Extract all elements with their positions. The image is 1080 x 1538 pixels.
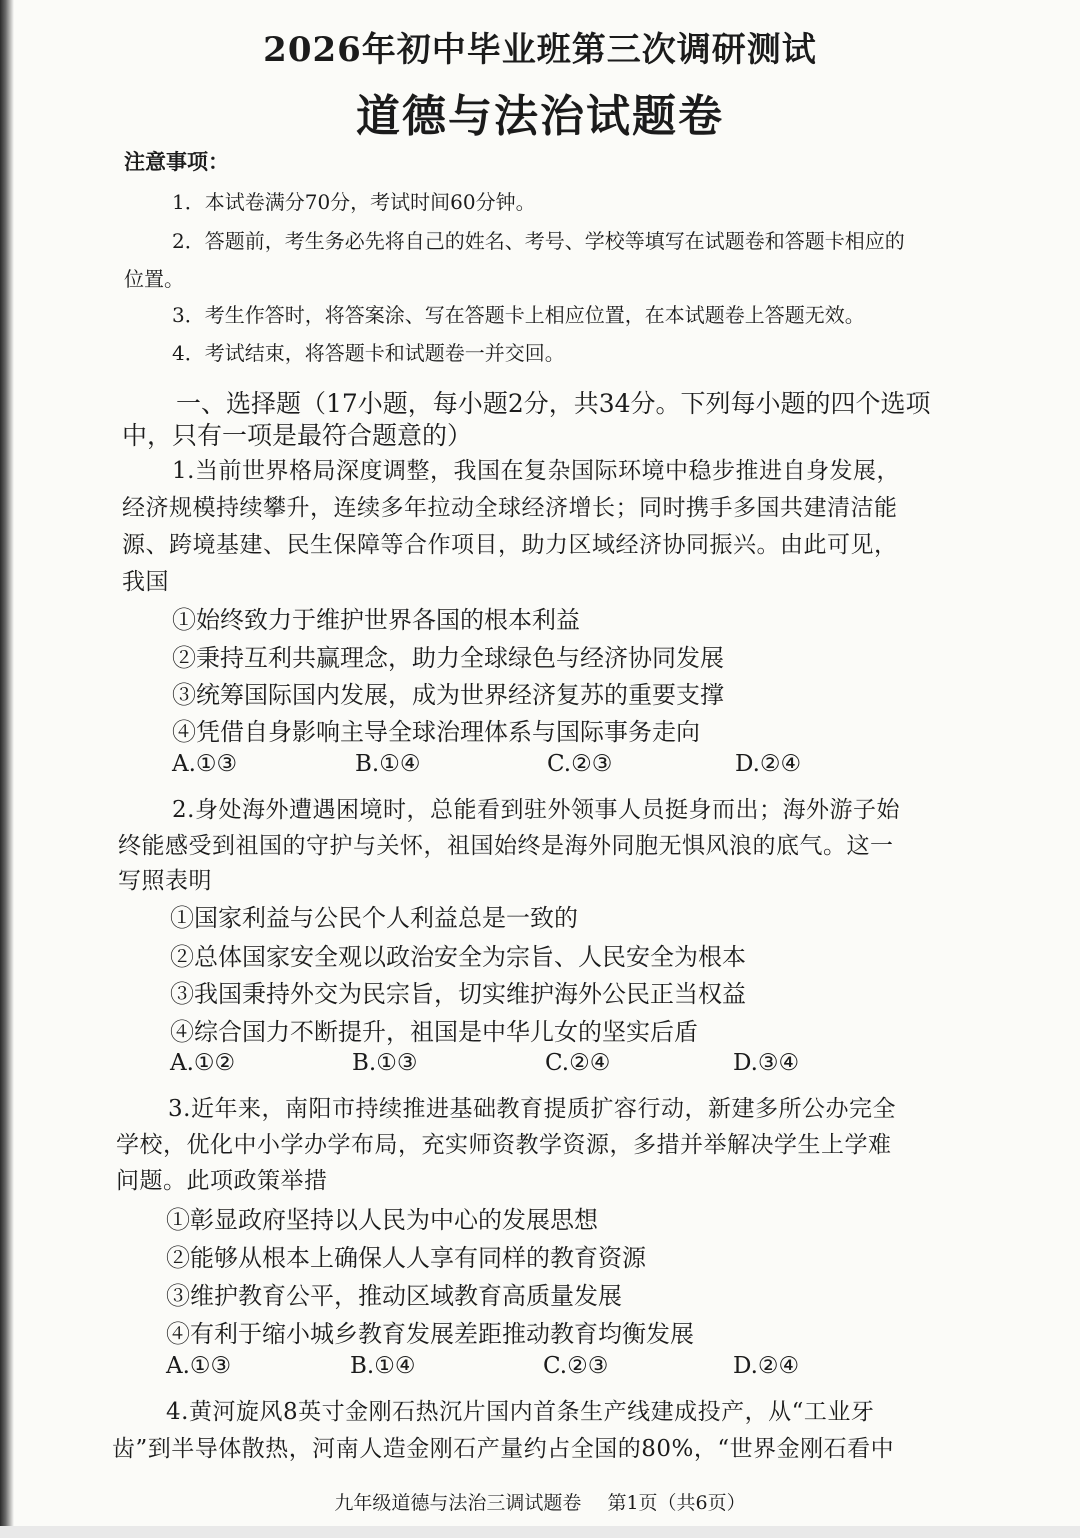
question-2-choice-a[interactable]: A.①② (170, 1050, 236, 1076)
question-3-choice-d[interactable]: D.②④ (733, 1353, 800, 1379)
question-1-choice-c[interactable]: C.②③ (547, 751, 613, 777)
question-2-choice-b[interactable]: B.①③ (352, 1050, 418, 1076)
question-3-stem: 问题。此项政策举措 (116, 1168, 328, 1194)
question-1-stem: 我国 (122, 569, 169, 595)
question-3-choice-b[interactable]: B.①④ (350, 1353, 416, 1379)
question-1-stem: 1.当前世界格局深度调整，我国在复杂国际环境中稳步推进自身发展， (172, 458, 900, 484)
question-1-choice-d[interactable]: D.②④ (735, 751, 802, 777)
question-2-statement: ④综合国力不断提升，祖国是中华儿女的坚实后盾 (170, 1018, 698, 1046)
question-1-statement: ③统筹国际国内发展，成为世界经济复苏的重要支撑 (172, 681, 724, 709)
section-heading: 一、选择题（17小题，每小题2分，共34分。下列每小题的四个选项 (176, 389, 931, 418)
question-3-stem: 学校，优化中小学办学布局，充实师资教学资源，多措并举解决学生上学难 (116, 1132, 892, 1158)
question-3-choice-a[interactable]: A.①③ (166, 1353, 232, 1379)
note-line: 3．考生作答时，将答案涂、写在答题卡上相应位置，在本试题卷上答题无效。 (172, 303, 865, 327)
question-4-stem: 齿”到半导体散热，河南人造金刚石产量约占全国的80%，“世界金刚石看中 (112, 1436, 895, 1462)
notes-heading: 注意事项： (124, 149, 229, 174)
question-3-statement: ④有利于缩小城乡教育发展差距推动教育均衡发展 (166, 1320, 694, 1348)
question-3-choice-c[interactable]: C.②③ (543, 1353, 609, 1379)
question-1-statement: ②秉持互利共赢理念，助力全球绿色与经济协同发展 (172, 644, 724, 672)
question-2-choice-d[interactable]: D.③④ (733, 1050, 800, 1076)
question-2-stem: 写照表明 (118, 868, 212, 894)
page-footer (0, 1488, 1080, 1515)
question-3-stem: 3.近年来，南阳市持续推进基础教育提质扩容行动，新建多所公办完全 (168, 1096, 896, 1122)
question-2-choice-c[interactable]: C.②④ (545, 1050, 611, 1076)
question-4-stem: 4.黄河旋风8英寸金刚石热沉片国内首条生产线建成投产，从“工业牙 (166, 1399, 875, 1425)
question-1-choice-b[interactable]: B.①④ (355, 751, 421, 777)
exam-subject-title: 道德与法治试题卷 (356, 91, 724, 142)
question-2-statement: ③我国秉持外交为民宗旨，切实维护海外公民正当权益 (170, 980, 746, 1008)
question-1-choice-a[interactable]: A.①③ (172, 751, 238, 777)
note-line: 2．答题前，考生务必先将自己的姓名、考号、学校等填写在试题卷和答题卡相应的 (172, 229, 905, 253)
question-2-stem: 2.身处海外遭遇困境时，总能看到驻外领事人员挺身而出；海外游子始 (172, 797, 900, 823)
question-1-statement: ①始终致力于维护世界各国的根本利益 (172, 606, 580, 634)
question-2-statement: ①国家利益与公民个人利益总是一致的 (170, 904, 578, 932)
note-line: 1．本试卷满分70分，考试时间60分钟。 (172, 190, 536, 214)
question-2-stem: 终能感受到祖国的守护与关怀，祖国始终是海外同胞无惧风浪的底气。这一 (118, 833, 894, 859)
question-3-statement: ①彰显政府坚持以人民为中心的发展思想 (166, 1206, 598, 1234)
note-line: 位置。 (124, 267, 184, 291)
scan-shadow-left (0, 0, 14, 1538)
footer-paper-name: 九年级道德与法治三调试题卷 (334, 1492, 582, 1514)
question-3-statement: ②能够从根本上确保人人享有同样的教育资源 (166, 1244, 646, 1272)
scan-edge-bottom (0, 1526, 1080, 1538)
question-1-stem: 经济规模持续攀升，连续多年拉动全球经济增长；同时携手多国共建清洁能 (122, 495, 898, 521)
note-line: 4．考试结束，将答题卡和试题卷一并交回。 (172, 341, 565, 365)
question-1-statement: ④凭借自身影响主导全球治理体系与国际事务走向 (172, 718, 700, 746)
question-2-statement: ②总体国家安全观以政治安全为宗旨、人民安全为根本 (170, 943, 746, 971)
section-heading-cont: 中，只有一项是最符合题意的） (122, 421, 473, 450)
footer-page-info: 第1页（共6页） (607, 1492, 746, 1514)
question-1-stem: 源、跨境基建、民生保障等合作项目，助力区域经济协同振兴。由此可见， (122, 532, 898, 558)
question-3-statement: ③维护教育公平，推动区域教育高质量发展 (166, 1282, 622, 1310)
exam-title: 2026年初中毕业班第三次调研测试 (263, 30, 817, 70)
